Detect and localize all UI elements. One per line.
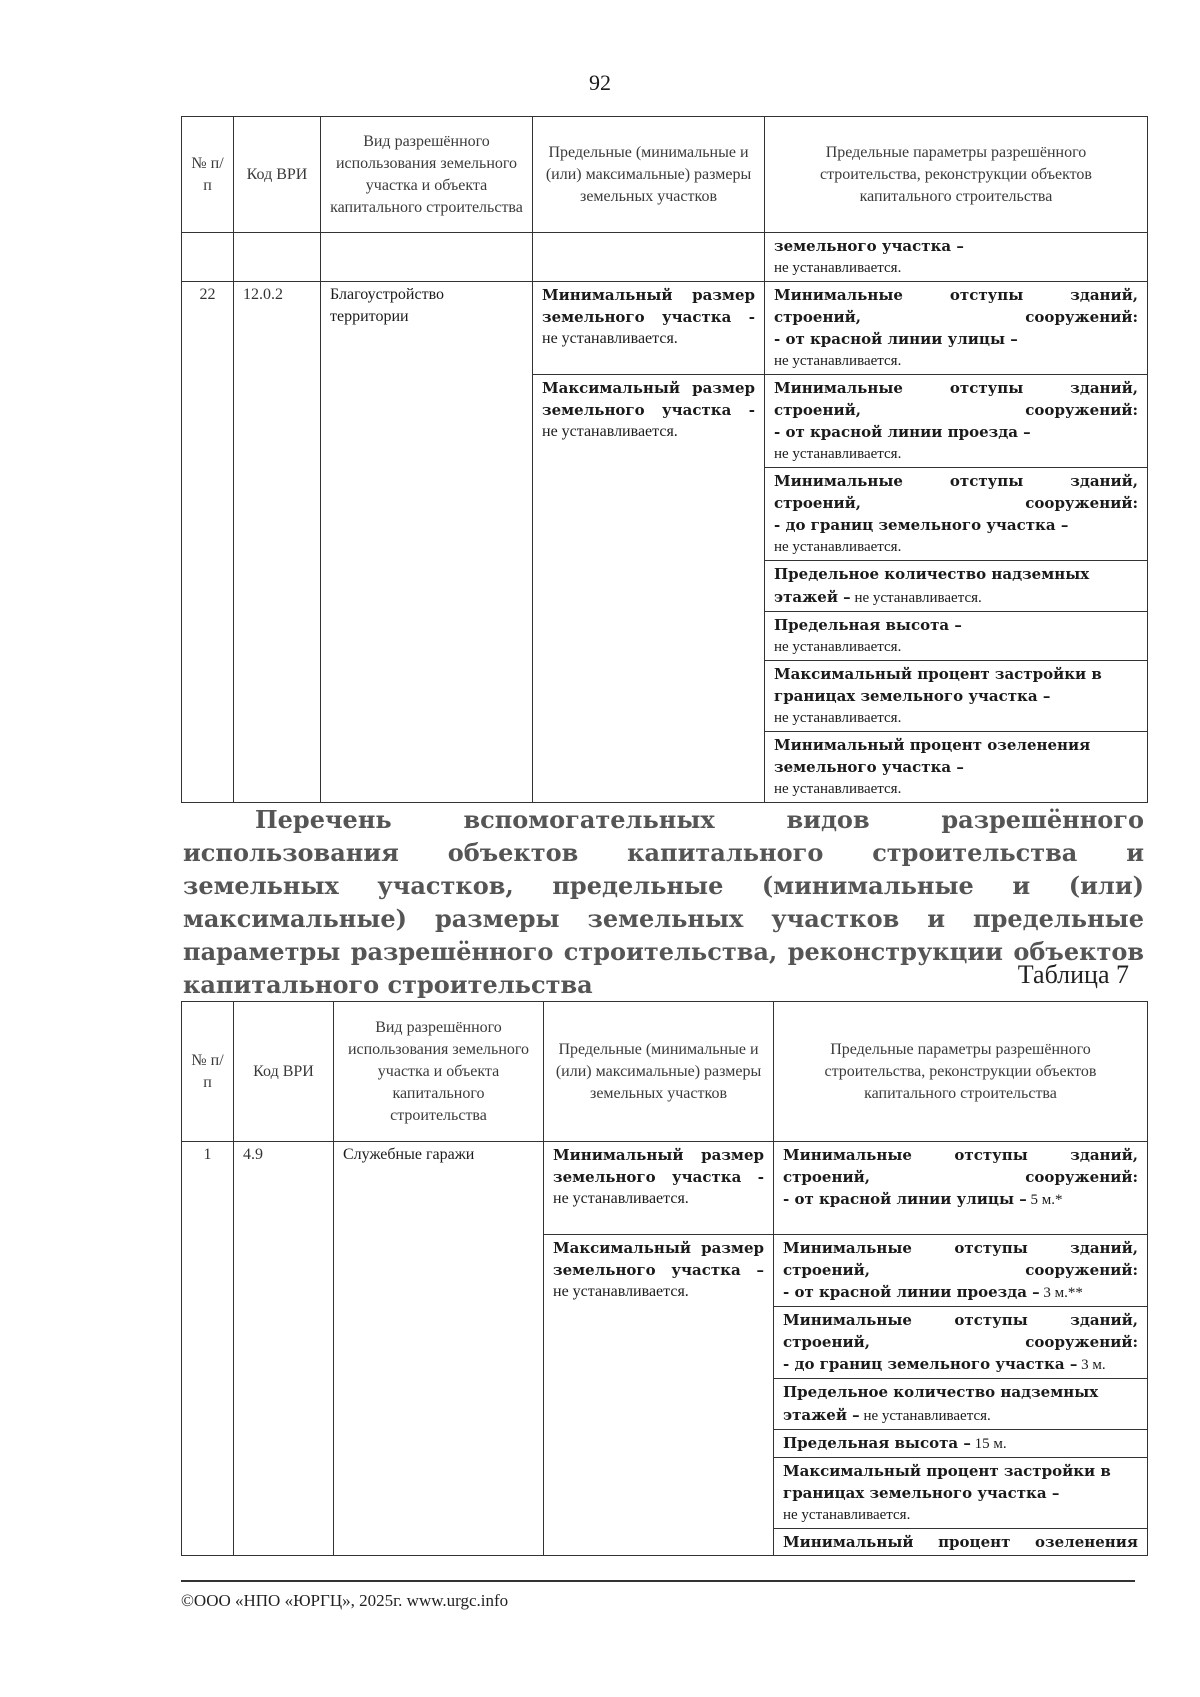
min-size-cell	[544, 1142, 774, 1235]
min-size-cell	[533, 282, 765, 375]
param-label: Максимальный процент застройки в границах земельного участка –	[774, 665, 1102, 705]
param-value: не устанавливается.	[854, 590, 982, 606]
param-cell	[765, 375, 1148, 468]
param-label: Предельное количество надземных этажей –	[783, 1383, 1099, 1424]
param-value: 3 м.	[1081, 1357, 1106, 1373]
param-label: Минимальные отступы зданий, строений, сооружений:	[774, 286, 1138, 326]
row-number: 1	[182, 1142, 234, 1556]
row-number: 22	[182, 282, 234, 803]
param-cell	[765, 612, 1148, 661]
param-label: земельного участка –	[774, 237, 964, 255]
max-size-cell	[533, 375, 765, 803]
header-num: № п/п	[182, 1002, 234, 1142]
param-label: Предельная высота –	[783, 1434, 971, 1452]
row-code: 12.0.2	[234, 282, 321, 803]
param-sublabel: - от красной линии проезда –	[783, 1283, 1040, 1301]
param-cell	[774, 1379, 1148, 1430]
param-cell	[765, 468, 1148, 561]
param-value: не устанавливается.	[774, 260, 902, 276]
param-value: не устанавливается.	[774, 781, 902, 797]
param-value: не устанавливается.	[774, 539, 902, 555]
header-code: Код ВРИ	[234, 117, 321, 233]
param-value: не устанавливается.	[783, 1507, 911, 1523]
param-cell	[765, 732, 1148, 803]
table-row	[182, 1142, 1148, 1235]
param-cell	[774, 1458, 1148, 1529]
param-sublabel: - от красной линии улицы –	[774, 330, 1018, 348]
param-label: Минимальные отступы зданий, строений, сооружений:	[774, 379, 1138, 419]
section-heading: Перечень вспомогательных видов разрешённого использования объектов капитального строительства и земельных участков, предельные (минимальные и (или) максимальные) размеры земельных участков и предельные параметры разрешённого строительства, реконструкции объектов капитального строительства	[183, 805, 1144, 999]
param-cell	[774, 1235, 1148, 1307]
table-row	[182, 282, 1148, 375]
footer-divider	[181, 1580, 1135, 1582]
param-label: Минимальный процент озеленения	[783, 1533, 1138, 1551]
table-caption: Таблица 7	[1017, 960, 1129, 989]
table-row-continuation	[182, 233, 1148, 282]
max-size-cell	[544, 1235, 774, 1556]
param-cell	[774, 1529, 1148, 1556]
page-number: 92	[589, 70, 611, 95]
param-label: Минимальные отступы зданий, строений, сооружений:	[783, 1146, 1138, 1186]
max-size-value: не устанавливается.	[553, 1283, 689, 1300]
param-sublabel: - от красной линии улицы –	[783, 1190, 1027, 1208]
min-size-value: не устанавливается.	[542, 330, 678, 347]
header-num: № п/п	[182, 117, 234, 233]
min-size-label: Минимальный размер земельного участка -	[542, 286, 755, 326]
header-sizes: Предельные (минимальные и (или) максимальные) размеры земельных участков	[544, 1002, 774, 1142]
table-header-row	[182, 117, 1148, 233]
param-cell	[765, 661, 1148, 732]
param-label: Максимальный процент застройки в границах земельного участка –	[783, 1462, 1111, 1502]
param-cell	[774, 1307, 1148, 1379]
param-cell	[774, 1430, 1148, 1458]
param-value: 3 м.**	[1043, 1285, 1083, 1301]
param-label: Предельное количество надземных этажей –	[774, 565, 1090, 606]
param-sublabel: - до границ земельного участка –	[774, 516, 1069, 534]
param-label: Предельная высота –	[774, 616, 962, 634]
param-value: не устанавливается.	[774, 639, 902, 655]
auxiliary-use-table	[181, 1001, 1148, 1556]
max-size-label: Максимальный размер земельного участка -	[542, 379, 755, 419]
param-label: Минимальные отступы зданий, строений, сооружений:	[783, 1239, 1138, 1279]
header-sizes: Предельные (минимальные и (или) максимальные) размеры земельных участков	[533, 117, 765, 233]
param-sublabel: - до границ земельного участка –	[783, 1355, 1078, 1373]
header-params: Предельные параметры разрешённого строительства, реконструкции объектов капитального строительства	[765, 117, 1148, 233]
param-value: не устанавливается.	[774, 446, 902, 462]
table-header-row	[182, 1002, 1148, 1142]
param-sublabel: - от красной линии проезда –	[774, 423, 1031, 441]
param-value: не устанавливается.	[774, 353, 902, 369]
header-code: Код ВРИ	[234, 1002, 334, 1142]
param-value: 15 м.	[974, 1436, 1007, 1452]
header-type: Вид разрешённого использования земельного участка и объекта капитального строительства	[334, 1002, 544, 1142]
header-type: Вид разрешённого использования земельного участка и объекта капитального строительства	[321, 117, 533, 233]
max-size-label: Максимальный размер земельного участка –	[553, 1239, 764, 1279]
header-params: Предельные параметры разрешённого строительства, реконструкции объектов капитального строительства	[774, 1002, 1148, 1142]
permitted-use-table-continued	[181, 116, 1148, 803]
param-value: 5 м.*	[1030, 1192, 1063, 1208]
param-cell	[765, 561, 1148, 612]
row-use-name: Благоустройство территории	[321, 282, 533, 803]
min-size-value: не устанавливается.	[553, 1190, 689, 1207]
param-cell	[765, 233, 1148, 282]
param-value: не устанавливается.	[863, 1408, 991, 1424]
max-size-value: не устанавливается.	[542, 423, 678, 440]
param-cell	[765, 282, 1148, 375]
param-cell	[774, 1142, 1148, 1235]
row-use-name: Служебные гаражи	[334, 1142, 544, 1556]
footer-copyright: ©ООО «НПО «ЮРГЦ», 2025г. www.urgc.info	[181, 1591, 509, 1610]
param-value: не устанавливается.	[774, 710, 902, 726]
min-size-label: Минимальный размер земельного участка -	[553, 1146, 764, 1186]
row-code: 4.9	[234, 1142, 334, 1556]
param-label: Минимальные отступы зданий, строений, сооружений:	[783, 1311, 1138, 1351]
param-label: Минимальные отступы зданий, строений, сооружений:	[774, 472, 1138, 512]
param-label: Минимальный процент озеленения земельного участка –	[774, 736, 1091, 776]
